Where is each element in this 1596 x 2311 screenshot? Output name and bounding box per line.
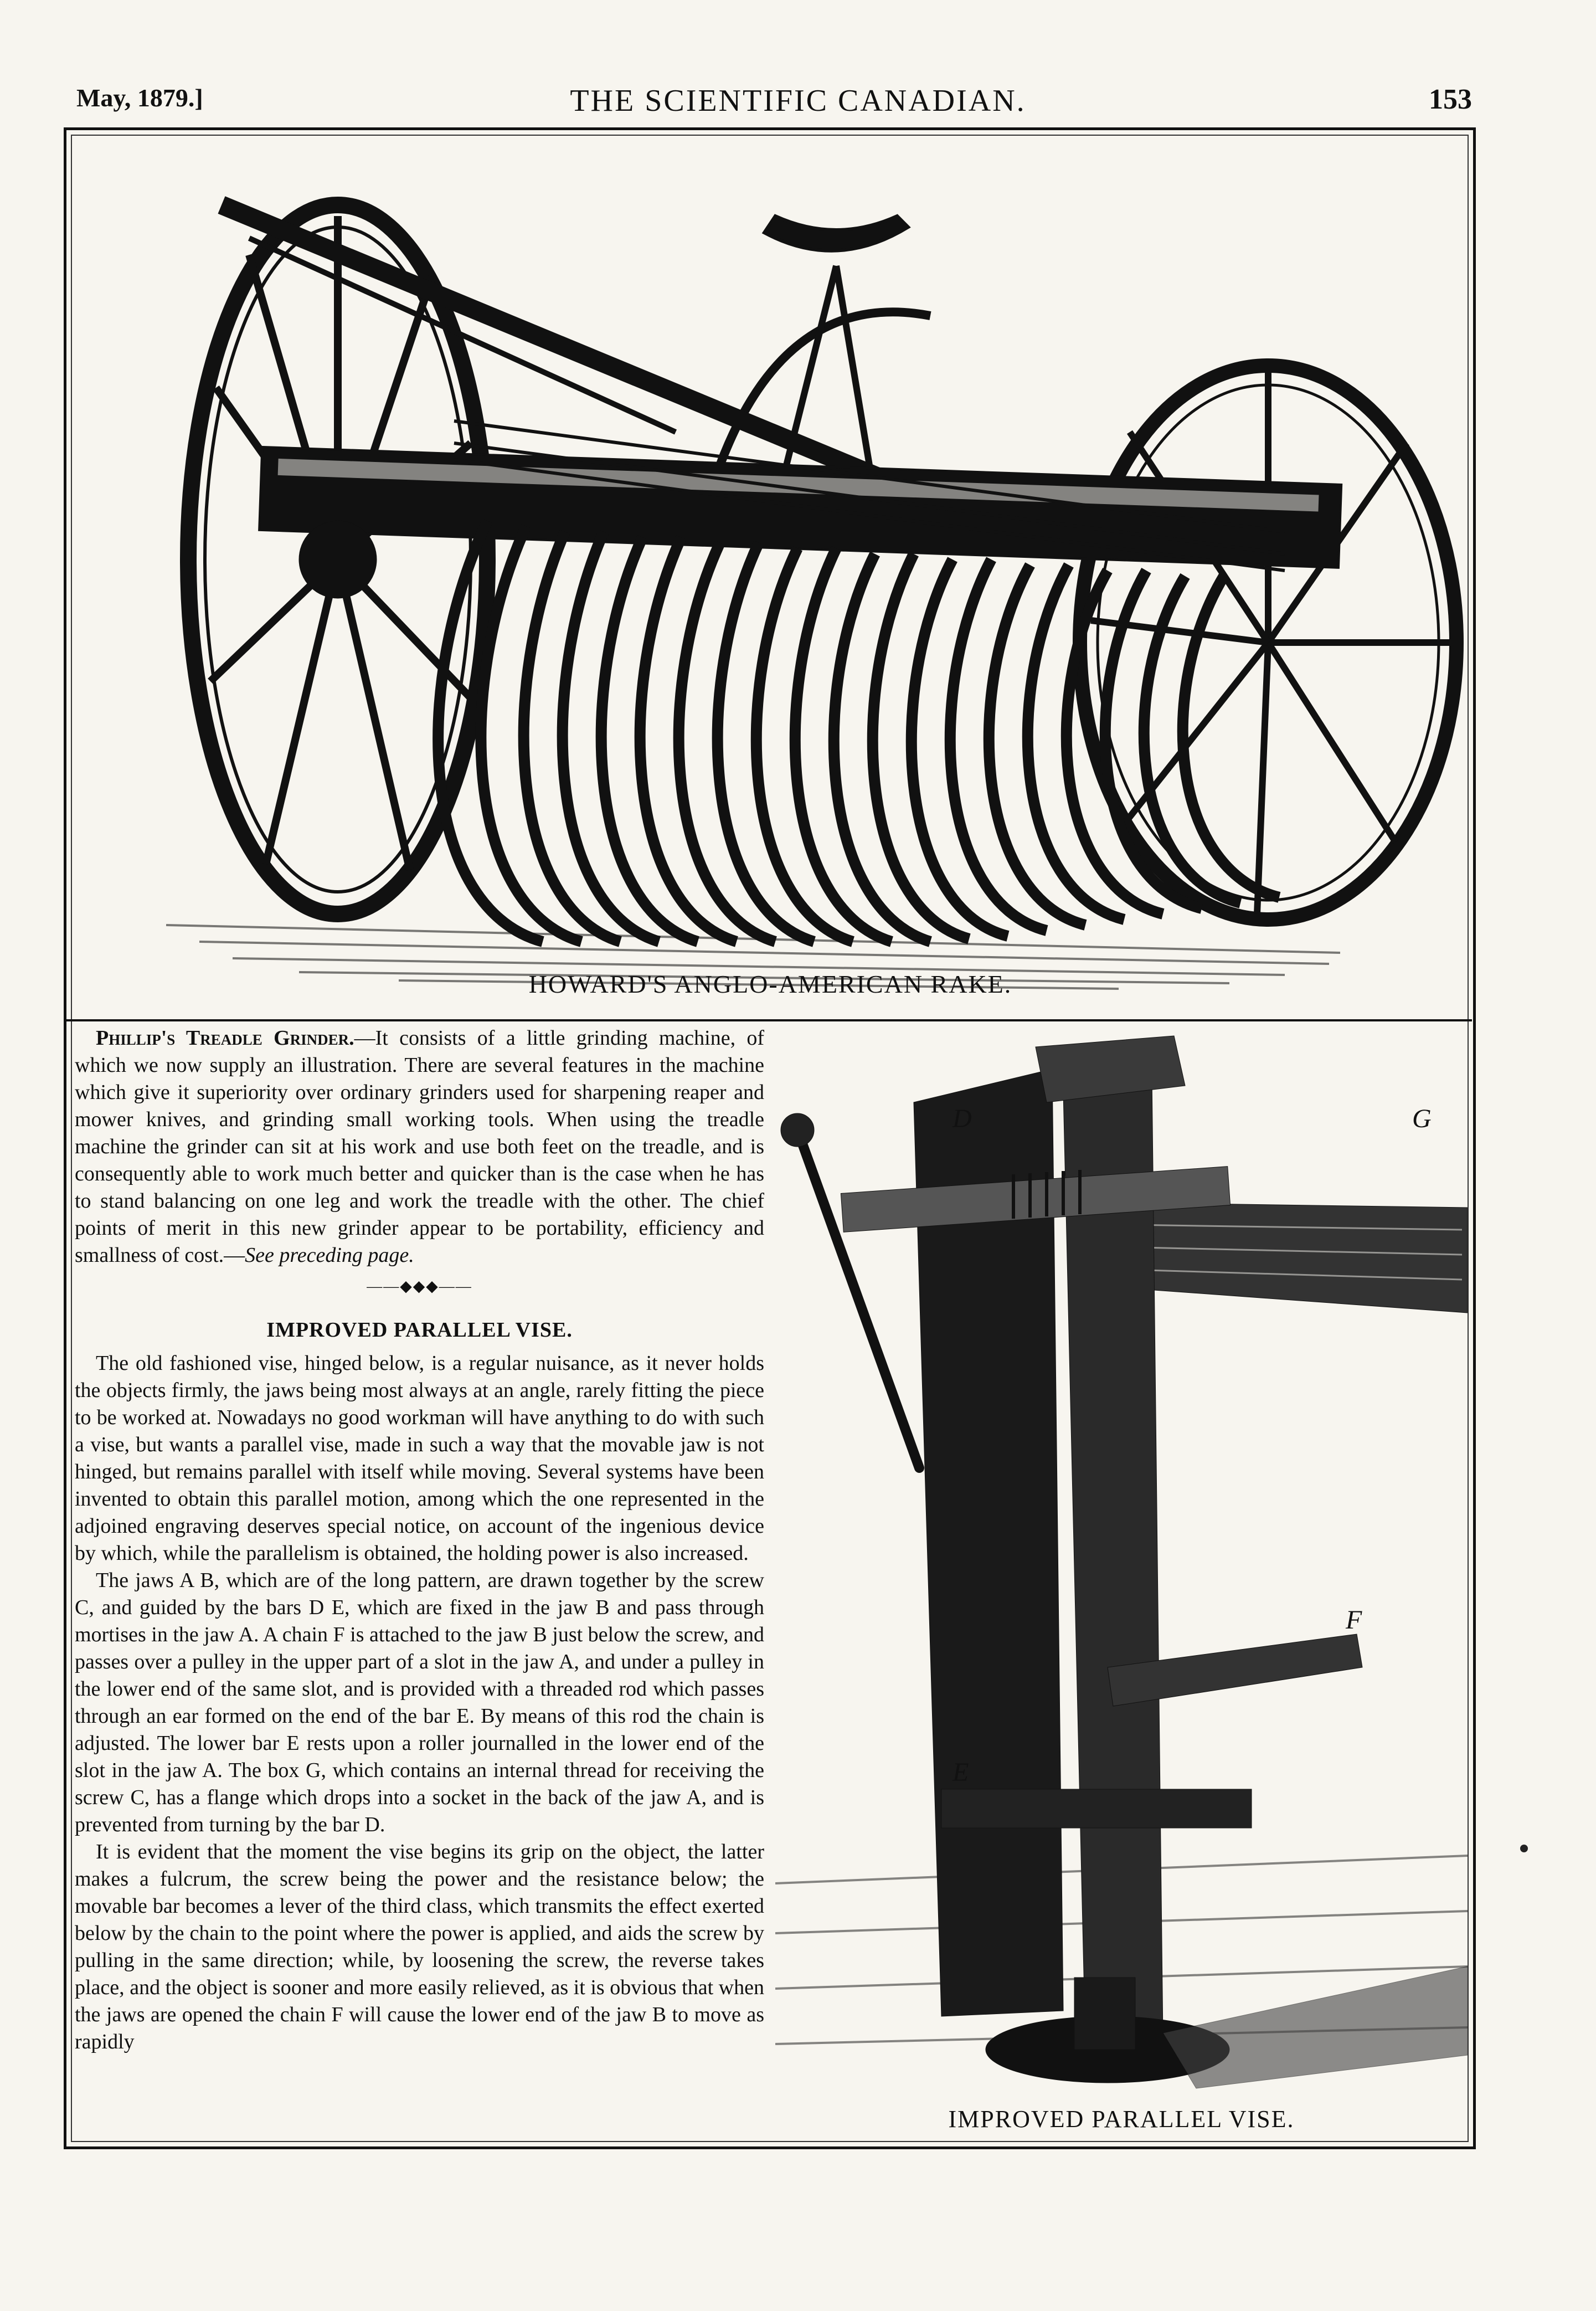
vise-label-e: E	[953, 1758, 969, 1787]
page-number: 153	[1429, 84, 1472, 115]
section-divider	[65, 1019, 1472, 1021]
vise-paragraph-2: The jaws A B, which are of the long pattern, are drawn together by the screw C, and guided by the bars D E, which are fixed in the jaw B and pass through mortises in the jaw A. A chain F is attached to the jaw B just below the screw, and passes over a pulley in the upper part of a slot in the jaw A, and under a pulley in the lower end of the same slot, and is provided with a threaded rod which passes through an ear formed on the end of the bar E. By means of this rod the chain is adjusted. The lower bar E rests upon a roller journalled in the lower end of the slot in the jaw A. The box G, which contains an internal thread for receiving the screw C, has a flange which drops into a socket in the back of the jaw A, and is prevented from turning by the bar D.	[75, 1569, 764, 1836]
text-column	[75, 1025, 764, 2056]
vise-illustration	[775, 1025, 1468, 2122]
ornament-divider: ——◆◆◆——	[367, 1278, 472, 1295]
vise-paragraph-1: The old fashioned vise, hinged below, is a regular nuisance, as it never holds the objects firmly, the jaws being most always at an angle, rarely fitting the piece to be worked at. Nowadays no good workman will have anything to do with such a vise, but wants a parallel vise, made in such a way that the movable jaw is not hinged, but remains parallel with itself while moving. Several systems have been invented to obtain this parallel motion, among which the one represented in the adjoined engraving deserves special notice, on account of the ingenious device by which, while the parallelism is obtained, the holding power is also increased.	[75, 1352, 764, 1565]
rake-caption: HOWARD'S ANGLO-AMERICAN RAKE.	[528, 970, 1012, 998]
margin-dot	[1520, 1845, 1528, 1852]
page-header	[0, 0, 1596, 144]
vise-label-g: G	[1412, 1104, 1432, 1133]
journal-title: THE SCIENTIFIC CANADIAN.	[570, 84, 1026, 118]
vise-caption: IMPROVED PARALLEL VISE.	[948, 2105, 1295, 2133]
grinder-title: Phillip's Treadle Grinder.	[96, 1026, 354, 1050]
grinder-paragraph	[75, 1025, 764, 1269]
vise-paragraph-3: It is evident that the moment the vise begins its grip on the object, the latter makes a fulcrum, the screw being the power and the resistance below; the movable bar becomes a lever of the third class, which transmits the effect exerted below by the chain to the point where the power is applied, and aids the screw by pulling in the same direction; while, by loosening the screw, the reverse takes place, and the object is sooner and more easily relieved, as it is obvious that when the jaws are opened the chain F will cause the lower end of the jaw B to move as rapidly	[75, 1840, 764, 2053]
vise-heading: IMPROVED PARALLEL VISE.	[266, 1318, 573, 1342]
issue-date: May, 1879.]	[76, 84, 203, 112]
vise-label-f: F	[1346, 1605, 1362, 1635]
vise-label-d: D	[953, 1104, 972, 1133]
grinder-cite: See preceding page.	[245, 1244, 414, 1267]
grinder-text: —It consists of a little grinding machine, of which we now supply an illustration. There are several features in the machine which give it superiority over ordinary grinders used for sharpening reaper and mower knives, and grinding small working tools. When using the treadle machine the grinder can sit at his work and use both feet on the treadle, and is consequently able to work much better and quicker than is the case when he has to stand balancing on one leg and work the treadle with the other. The chief points of merit in this new grinder appear to be portability, efficiency and smallness of cost.—	[75, 1026, 765, 1267]
rake-illustration	[66, 133, 1468, 1014]
